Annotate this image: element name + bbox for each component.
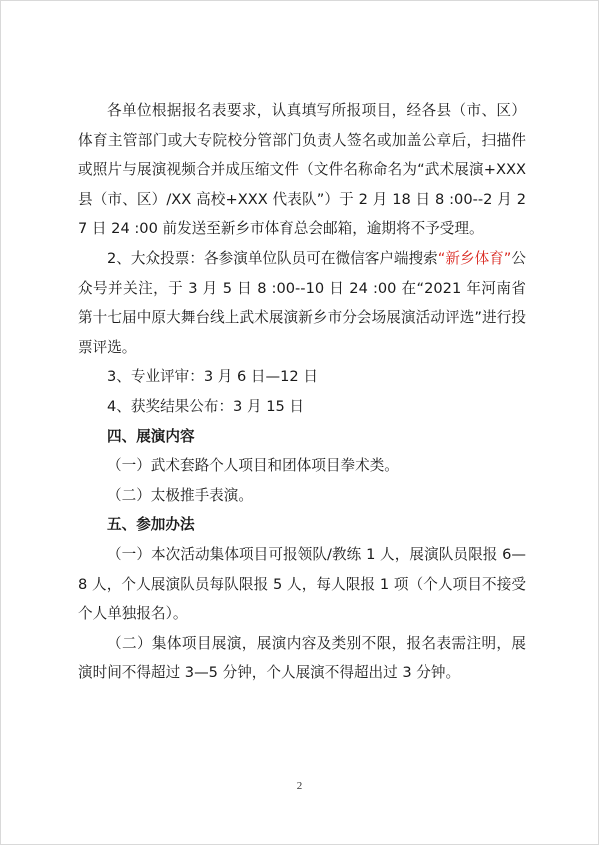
public-vote-highlight: “新乡体育” [437, 249, 512, 267]
page-number: 2 [296, 780, 303, 792]
paragraph-content-item-2: （二）太极推手表演。 [107, 486, 253, 504]
public-vote-text-before: 2、大众投票：各参演单位队员可在微信客户端搜索 [107, 249, 438, 267]
paragraph-results: 4、获奖结果公布：3 月 15 日 [107, 397, 304, 415]
paragraph-expert-review: 3、专业评审：3 月 6 日—12 日 [107, 368, 318, 386]
paragraph-method-item-1: （一）本次活动集体项目可报领队/教练 1 人，展演队员限报 6—8 人，个人展演队员每队限报 5 人，每人限报 1 项（个人项目不接受个人单独报名）。 [78, 545, 526, 623]
paragraph-public-vote [78, 244, 526, 362]
document-body [78, 96, 526, 688]
paragraph-method-item-2: （二）集体项目展演，展演内容及类别不限，报名表需注明，展演时间不得超过 3—5 分钟，个人展演不得超出过 3 分钟。 [78, 634, 526, 682]
public-vote-text-after: 公众号并关注，于 3 月 5 日 8 :00--10 日 24 :00 在“2021 年河南省第十七届中原大舞台线上武术展演新乡市分会场展演活动评选”进行投票评选。 [78, 249, 526, 356]
paragraph-registration: 各单位根据报名表要求，认真填写所报项目，经各县（市、区）体育主管部门或大专院校分管部门负责人签名或加盖公章后，扫描件或照片与展演视频合并成压缩文件（文件名称命名为“武术展演+XXX 县（市、区）/XX 高校+XXX 代表队”）于 2 月 18 日 8 :00--2 月 27 日 24 :00 前发送至新乡市体育总会邮箱，逾期将不予受理。 [78, 102, 526, 238]
paragraph-content-item-1: （一）武术套路个人项目和团体项目拳术类。 [107, 457, 399, 475]
heading-participation-method: 五、参加办法 [107, 516, 195, 534]
heading-performance-content: 四、展演内容 [107, 427, 195, 445]
